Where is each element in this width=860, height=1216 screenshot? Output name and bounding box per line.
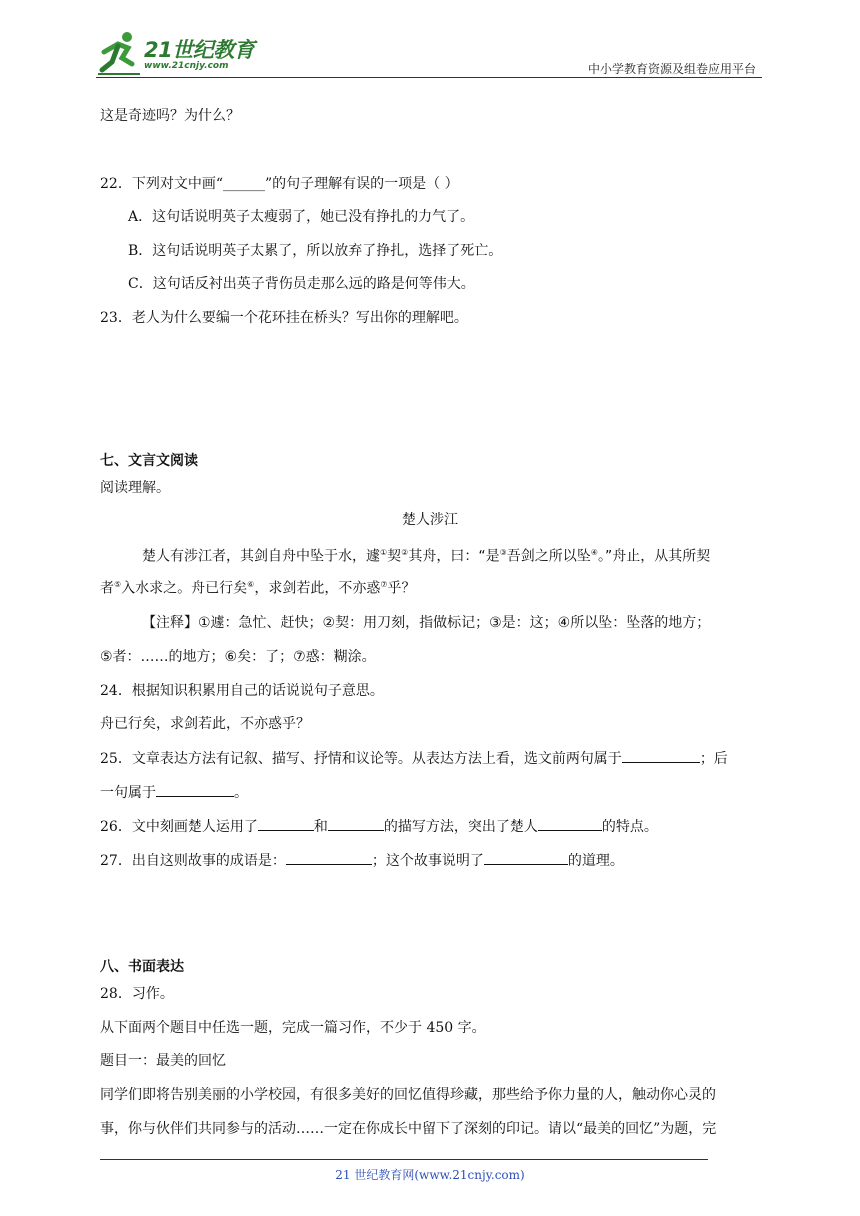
q23-stem: 23．老人为什么要编一个花环挂在桥头？写出你的理解吧。: [100, 310, 468, 326]
running-man-logo-icon: [96, 30, 142, 76]
q24-sentence: 舟已行矣，求剑若此，不亦惑乎？: [100, 716, 310, 732]
q28-paragraph-line-2: 事，你与伙伴们共同参与的活动……一定在你成长中留下了深刻的印记。请以“最美的回忆”为题，完: [100, 1121, 717, 1137]
annotation-line-2: ⑤者：……的地方；⑥矣：了；⑦惑：糊涂。: [100, 649, 376, 665]
previous-question-tail: 这是奇迹吗？为什么？: [100, 108, 240, 124]
q28-topic-1: 题目一：最美的回忆: [100, 1053, 226, 1069]
q26-blank-3[interactable]: [538, 816, 602, 831]
passage-line-2: 者⑤入水求之。舟已行矣⑥，求剑若此，不亦惑⑦乎？: [100, 580, 416, 597]
section7-title: 七、文言文阅读: [100, 453, 198, 469]
q27-stem: 27．出自这则故事的成语是： ；这个故事说明了 的道理。: [100, 850, 624, 871]
q25-blank-1[interactable]: [622, 748, 700, 763]
section7-intro: 阅读理解。: [100, 480, 170, 496]
page-header: [96, 30, 762, 78]
q26-blank-2[interactable]: [328, 816, 384, 831]
q22-stem: 22．下列对文中画“______”的句子理解有误的一项是（ ）: [100, 176, 459, 192]
q26-blank-1[interactable]: [258, 816, 314, 831]
logo-text: 21世纪教育: [144, 38, 255, 62]
q28-instruction: 从下面两个题目中任选一题，完成一篇习作，不少于 450 字。: [100, 1020, 486, 1036]
q25-blank-2[interactable]: [156, 782, 234, 797]
header-divider: [96, 77, 762, 78]
passage-line-1: 楚人有涉江者，其剑自舟中坠于水，遽①契②其舟，曰：“是③吾剑之所以坠④。”舟止，从其所契: [142, 548, 711, 565]
q26-stem: 26．文中刻画楚人运用了 和 的描写方法，突出了楚人 的特点。: [100, 816, 658, 837]
q25-line-2: 一句属于 。: [100, 782, 248, 803]
footer-link[interactable]: 21 世纪教育网(www.21cnjy.com): [335, 1168, 525, 1182]
q24-stem: 24．根据知识积累用自己的话说说句子意思。: [100, 683, 384, 699]
site-logo: [96, 30, 266, 76]
platform-name: 中小学教育资源及组卷应用平台: [587, 62, 756, 76]
section8-title: 八、书面表达: [100, 959, 184, 975]
annotation-line-1: 【注释】①遽：急忙、赶快；②契：用刀刻，指做标记；③是：这；④所以坠：坠落的地方；: [142, 615, 711, 631]
q27-blank-1[interactable]: [286, 850, 372, 865]
q25-line-1: 25．文章表达方法有记叙、描写、抒情和议论等。从表达方法上看，选文前两句属于 ；后: [100, 748, 728, 769]
q22-option-a: A．这句话说明英子太瘦弱了，她已没有挣扎的力气了。: [128, 209, 475, 225]
q28-paragraph-line-1: 同学们即将告别美丽的小学校园，有很多美好的回忆值得珍藏，那些给予你力量的人，触动你心灵的: [100, 1087, 716, 1103]
q27-blank-2[interactable]: [484, 850, 568, 865]
logo-url: www.21cnjy.com: [144, 61, 229, 71]
q22-option-c: C．这句话反衬出英子背伤员走那么远的路是何等伟大。: [128, 276, 475, 292]
passage-title: 楚人涉江: [402, 512, 458, 528]
footer-divider: [100, 1159, 708, 1160]
q22-option-b: B．这句话说明英子太累了，所以放弃了挣扎，选择了死亡。: [128, 243, 503, 259]
q28-stem: 28．习作。: [100, 986, 174, 1002]
